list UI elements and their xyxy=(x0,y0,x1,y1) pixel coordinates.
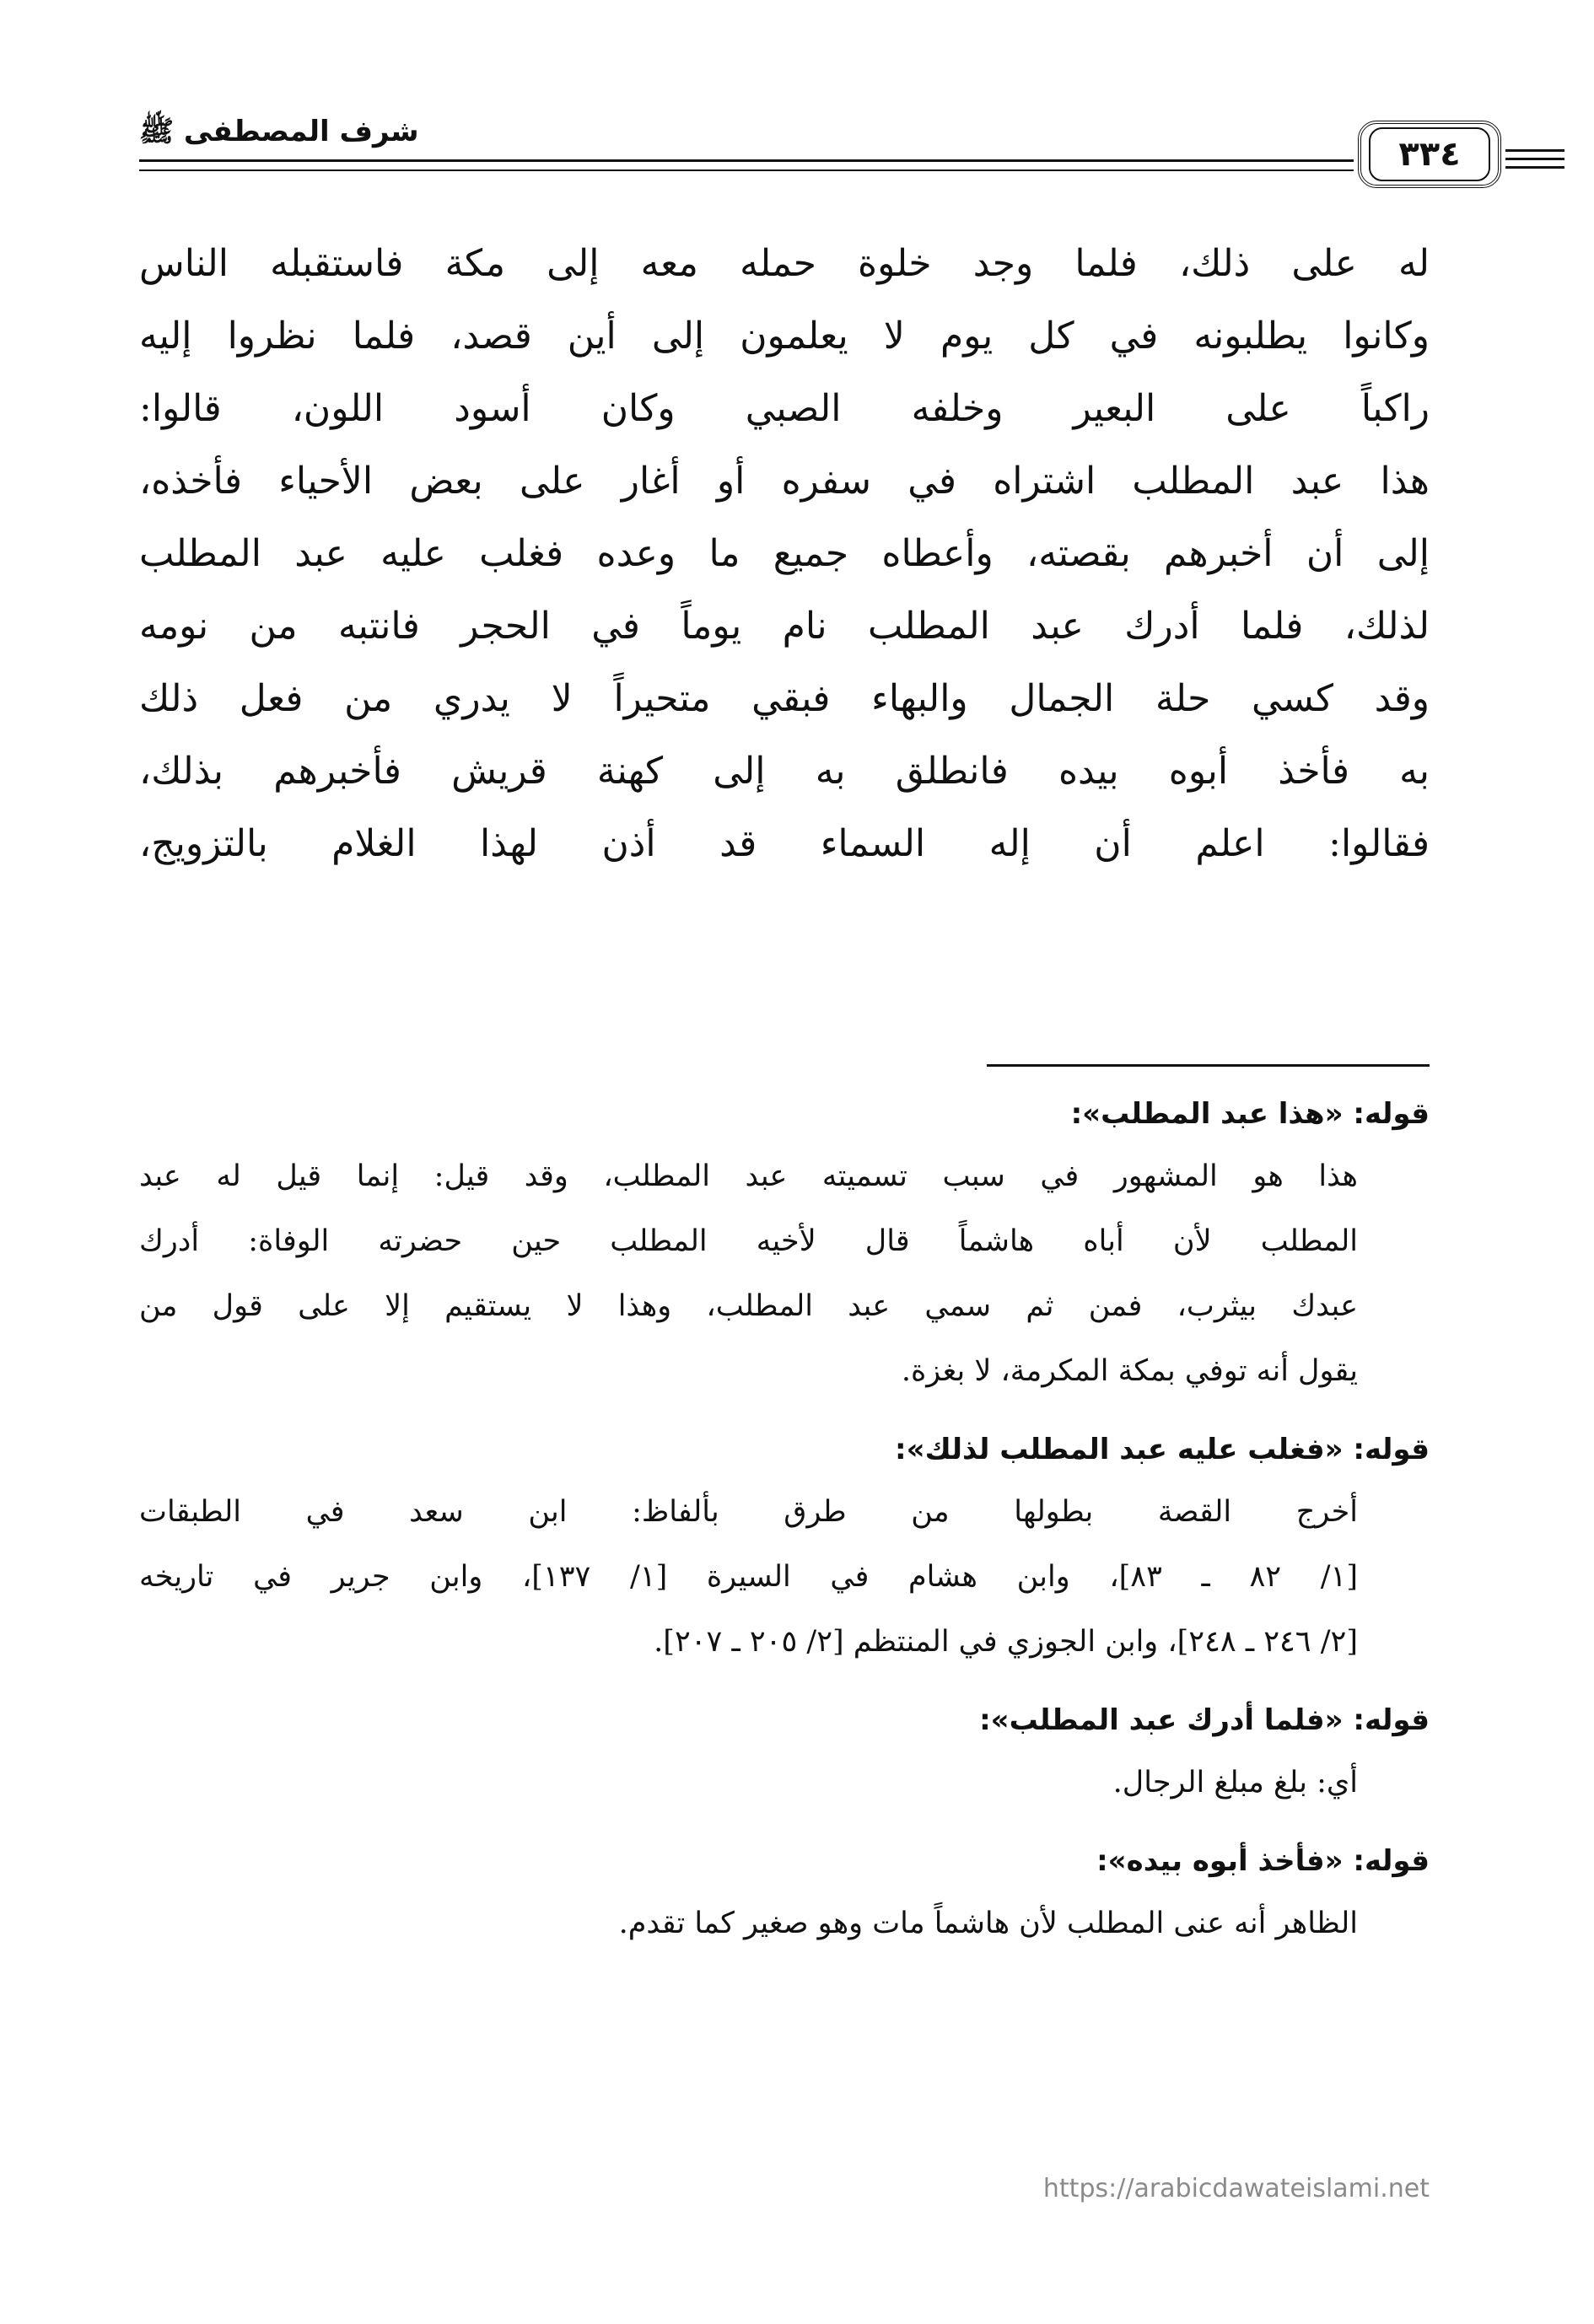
main-text-line: فقالوا: اعلم أن إله السماء قد أذن لهذا الغلام بالتزويج، xyxy=(139,822,1430,865)
header-rule-right-mid xyxy=(1505,158,1564,160)
main-text-line: هذا عبد المطلب اشتراه في سفره أو أغار على بعض الأحياء فأخذه، xyxy=(139,460,1430,503)
commentary-notes xyxy=(139,1084,1430,1972)
note-line: أخرج القصة بطولها من طرق بألفاظ: ابن سعد في الطبقات xyxy=(139,1495,1358,1529)
page-number-frame xyxy=(1358,121,1501,188)
note-heading: قوله: «هذا عبد المطلب»: xyxy=(1070,1097,1430,1131)
note-line: عبدك بيثرب، فمن ثم سمي عبد المطلب، وهذا لا يستقيم إلا على قول من xyxy=(139,1289,1358,1323)
note-line: الظاهر أنه عنى المطلب لأن هاشماً مات وهو صغير كما تقدم. xyxy=(618,1907,1358,1940)
watermark-url: https://arabicdawateislami.net xyxy=(1042,2174,1430,2203)
note xyxy=(139,1084,1430,1404)
note-line: أي: بلغ مبلغ الرجال. xyxy=(1112,1766,1358,1799)
main-text-line: وكانوا يطلبونه في كل يوم لا يعلمون إلى أين قصد، فلما نظروا إليه xyxy=(139,315,1430,358)
note xyxy=(139,1690,1430,1816)
main-text-line: راكباً على البعير وخلفه الصبي وكان أسود اللون، قالوا: xyxy=(139,387,1430,430)
main-text-line: له على ذلك، فلما وجد خلوة حمله معه إلى مكة فاستقبله الناس xyxy=(139,242,1430,285)
page-number: ٣٣٤ xyxy=(1369,127,1490,181)
note-heading: قوله: «فأخذ أبوه بيده»: xyxy=(1096,1844,1430,1878)
note-heading: قوله: «فغلب عليه عبد المطلب لذلك»: xyxy=(895,1433,1430,1466)
note-line: المطلب لأن أباه هاشماً قال لأخيه المطلب حين حضرته الوفاة: أدرك xyxy=(139,1224,1358,1258)
main-text-line: لذلك، فلما أدرك عبد المطلب نام يوماً في الحجر فانتبه من نومه xyxy=(139,605,1430,648)
running-title: شرف المصطفى ﷺ xyxy=(139,115,419,148)
note-line: يقول أنه توفي بمكة المكرمة، لا بغزة. xyxy=(901,1354,1358,1388)
footnote-separator xyxy=(987,1064,1430,1067)
header-rule-bottom xyxy=(139,169,1354,171)
note xyxy=(139,1831,1430,1956)
main-text-line: وقد كسي حلة الجمال والبهاء فبقي متحيراً لا يدري من فعل ذلك xyxy=(139,677,1430,720)
note-body xyxy=(139,1480,1430,1675)
note-line: [١/ ٨٢ ـ ٨٣]، وابن هشام في السيرة [١/ ١٣٧]، وابن جرير في تاريخه xyxy=(139,1560,1358,1594)
main-text xyxy=(139,228,1430,880)
header-rule-top xyxy=(139,159,1354,162)
note-line: [٢/ ٢٤٦ ـ ٢٤٨]، وابن الجوزي في المنتظم [٢/ ٢٠٥ ـ ٢٠٧]. xyxy=(654,1625,1358,1659)
header-rule-right-bottom xyxy=(1505,166,1564,169)
note-body xyxy=(139,1751,1430,1816)
note-heading: قوله: «فلما أدرك عبد المطلب»: xyxy=(979,1703,1430,1737)
main-text-line: به فأخذ أبوه بيده فانطلق به إلى كهنة قريش فأخبرهم بذلك، xyxy=(139,750,1430,793)
note-line: هذا هو المشهور في سبب تسميته عبد المطلب، وقد قيل: إنما قيل له عبد xyxy=(139,1159,1358,1193)
page-header xyxy=(139,105,1461,198)
note xyxy=(139,1419,1430,1675)
main-text-line: إلى أن أخبرهم بقصته، وأعطاه جميع ما وعده فغلب عليه عبد المطلب xyxy=(139,532,1430,575)
header-rule-right-top xyxy=(1505,149,1564,152)
note-body xyxy=(139,1891,1430,1956)
note-body xyxy=(139,1144,1430,1404)
